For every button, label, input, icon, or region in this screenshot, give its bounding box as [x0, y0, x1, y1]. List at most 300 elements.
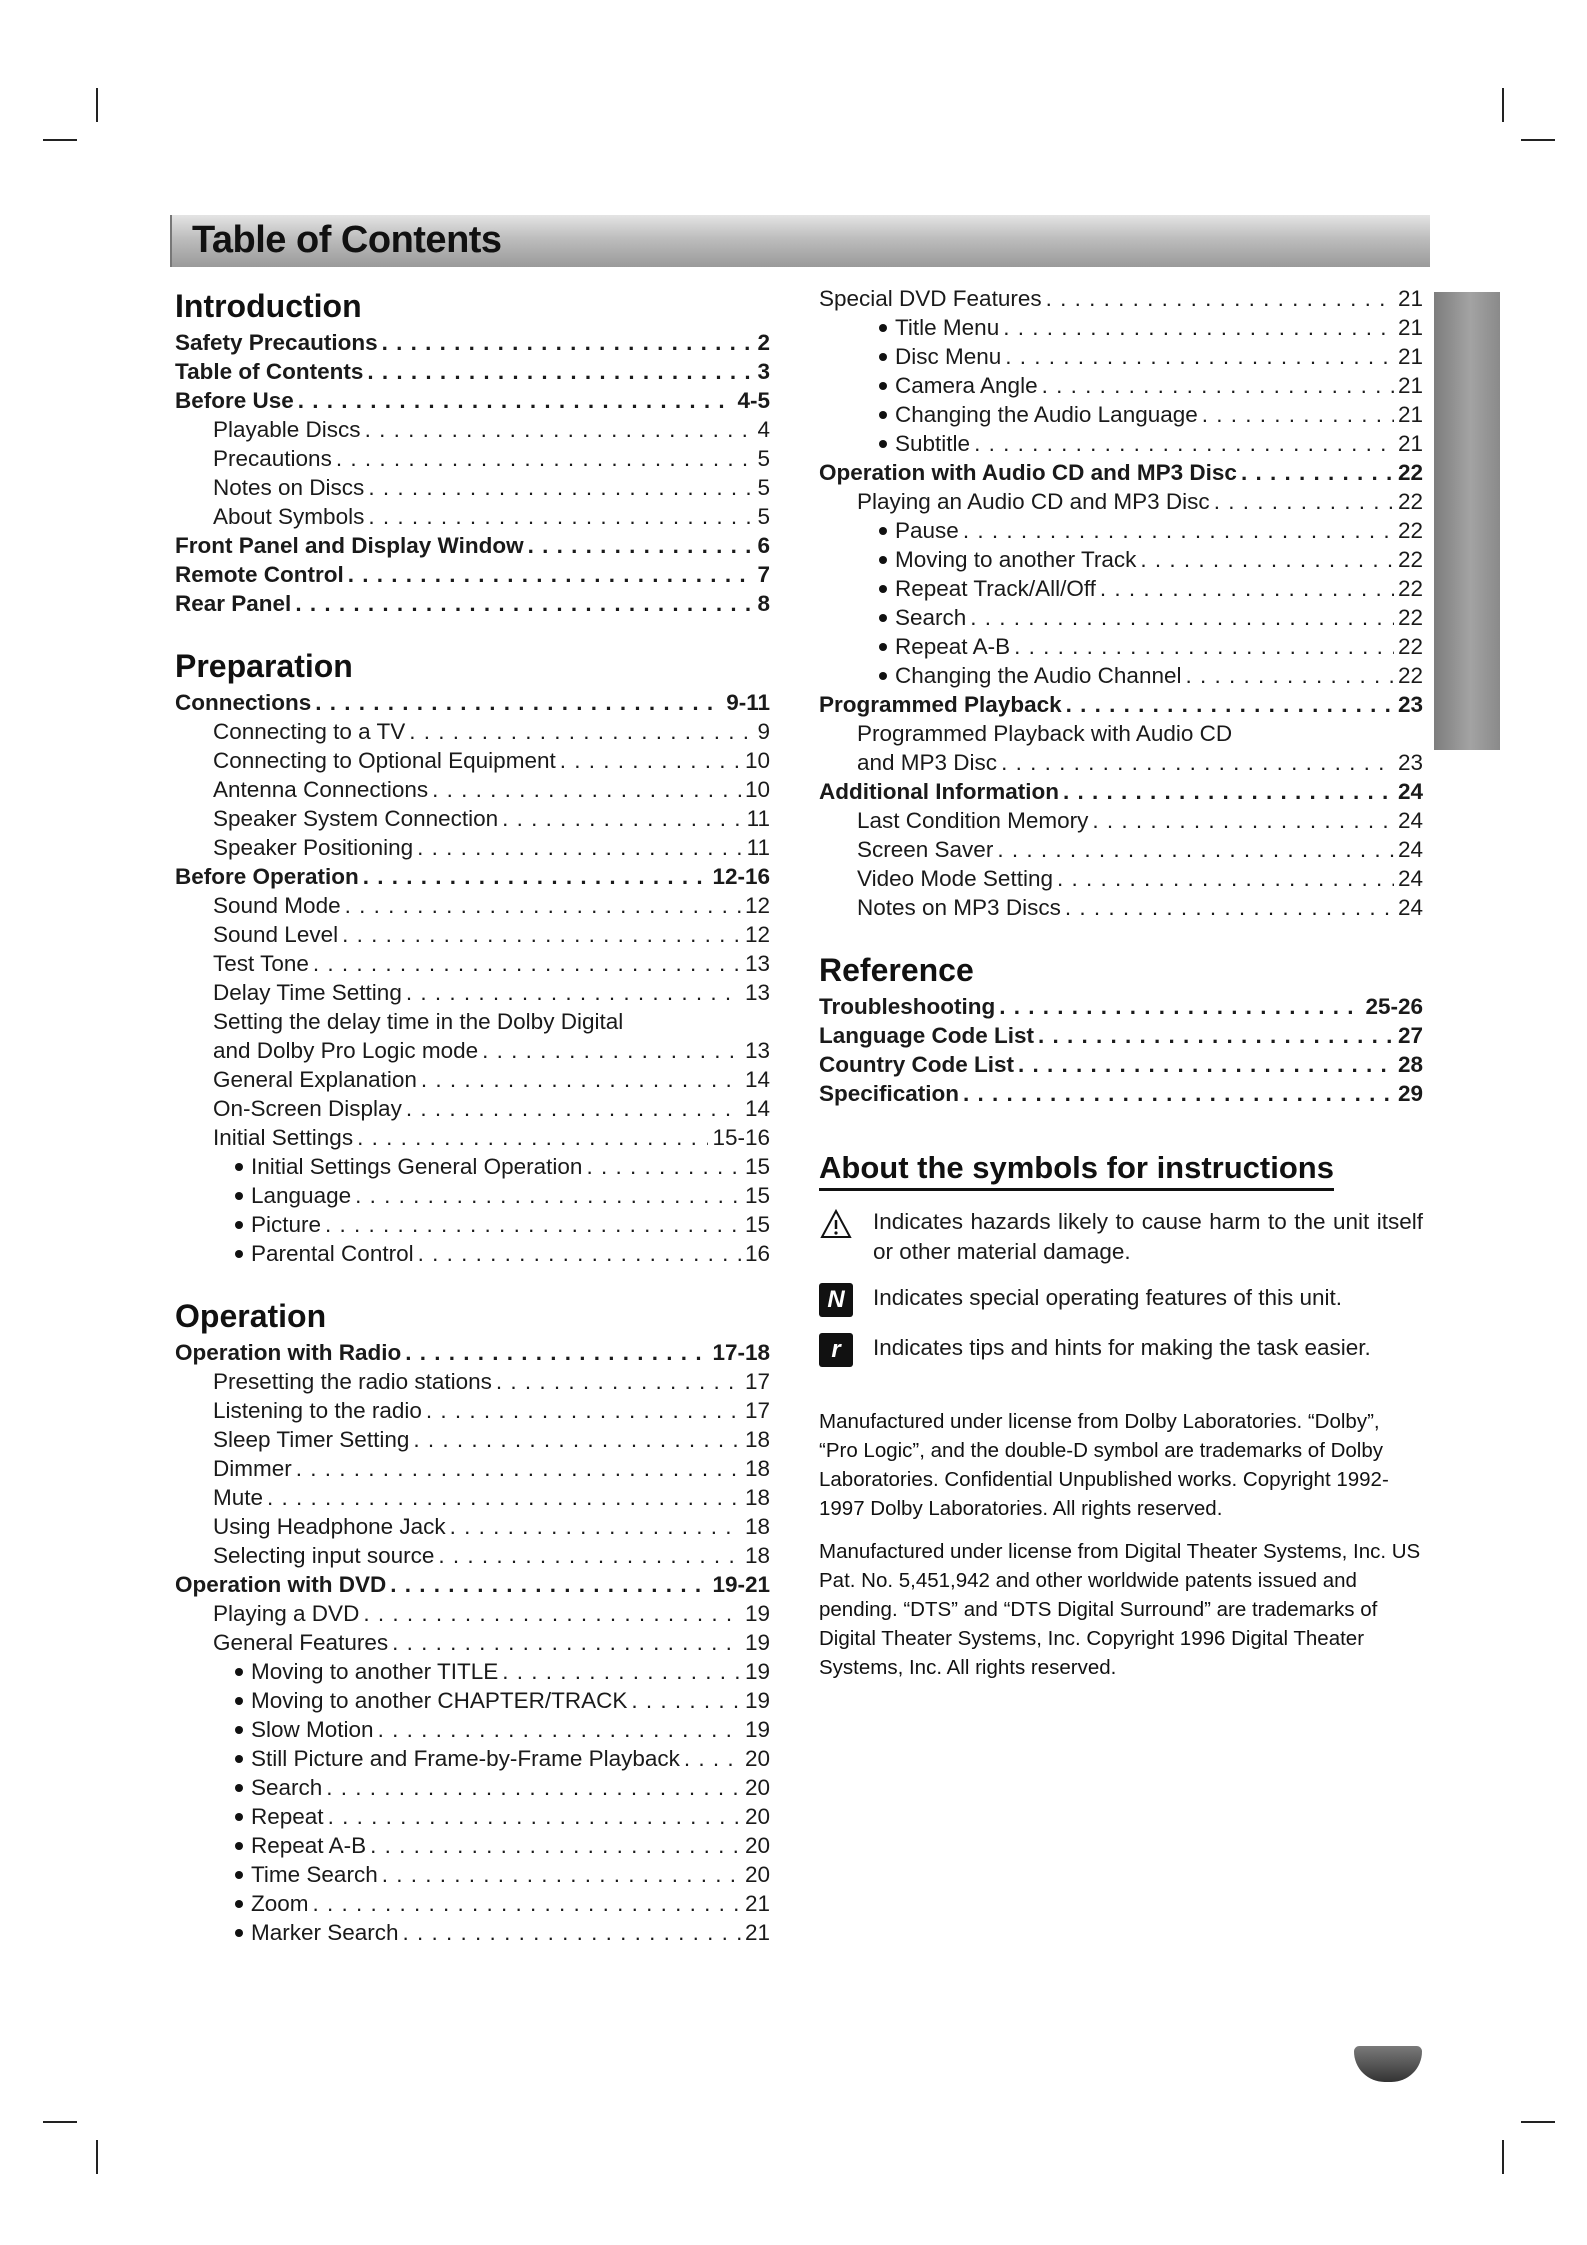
- toc-entry: [175, 1094, 770, 1123]
- toc-entry-page: 28: [1397, 1052, 1423, 1077]
- toc-entry-title: [213, 1425, 409, 1454]
- toc-entry-page: 5: [757, 504, 770, 529]
- toc-entry: [819, 748, 1423, 777]
- toc-entry: [819, 864, 1423, 893]
- toc-entry-title: [175, 560, 344, 589]
- toc-entry: [819, 777, 1423, 806]
- toc-entry-page: 22: [1397, 547, 1423, 572]
- toc-entry-text: Repeat A-B: [251, 1833, 367, 1858]
- dot-leader: [963, 1079, 1394, 1108]
- toc-entry-text: Moving to another TITLE: [251, 1659, 499, 1684]
- toc-entry-title: [879, 371, 1038, 400]
- toc-entry-title: [819, 690, 1062, 719]
- toc-entry: [175, 1744, 770, 1773]
- toc-entry-text: Country Code List: [819, 1052, 1014, 1077]
- toc-entry-page: 21: [1397, 286, 1423, 311]
- toc-entry: [175, 862, 770, 891]
- toc-entry-text: Slow Motion: [251, 1717, 374, 1742]
- dot-leader: [413, 1425, 741, 1454]
- dot-leader: [1185, 661, 1393, 690]
- toc-entry-text: Changing the Audio Channel: [895, 663, 1182, 688]
- toc-entry-page: 29: [1397, 1081, 1423, 1106]
- toc-entry-title: [819, 777, 1059, 806]
- symbol-description: Indicates tips and hints for making the task easier.: [873, 1335, 1371, 1360]
- toc-entry-title: [175, 531, 524, 560]
- dot-leader: [631, 1686, 741, 1715]
- dot-leader: [336, 444, 754, 473]
- dot-leader: [345, 891, 741, 920]
- toc-entry-text: Parental Control: [251, 1241, 414, 1266]
- dot-leader: [1001, 748, 1394, 777]
- toc-entry-page: 14: [744, 1067, 770, 1092]
- dot-leader: [313, 949, 741, 978]
- toc-entry-title: [213, 502, 364, 531]
- toc-entry-title: [213, 1628, 388, 1657]
- toc-entry-text: Search: [895, 605, 967, 630]
- toc-entry-page: 11: [746, 806, 770, 831]
- dot-leader: [560, 746, 741, 775]
- toc-entry-text: Repeat Track/All/Off: [895, 576, 1096, 601]
- toc-entry-text: Moving to another CHAPTER/TRACK: [251, 1688, 628, 1713]
- dot-leader: [482, 1036, 741, 1065]
- dot-leader: [363, 862, 709, 891]
- dot-leader: [1214, 487, 1394, 516]
- title-bar: [170, 215, 1430, 267]
- toc-entry: [819, 1050, 1423, 1079]
- toc-entry-text: Screen Saver: [857, 837, 994, 862]
- toc-entry-title: [175, 1338, 401, 1367]
- toc-entry-page: 21: [1397, 315, 1423, 340]
- toc-entry-title: [819, 1050, 1014, 1079]
- toc-entry-page: 15-16: [712, 1125, 770, 1150]
- dot-leader: [409, 717, 753, 746]
- bullet-icon: [235, 1929, 243, 1937]
- toc-entry-text: and MP3 Disc: [857, 750, 998, 775]
- dot-leader: [403, 1918, 741, 1947]
- toc-entry: [175, 949, 770, 978]
- toc-entry-page: 27: [1397, 1023, 1423, 1048]
- toc-entry-page: 8: [757, 591, 770, 616]
- toc-entry-page: 20: [744, 1746, 770, 1771]
- dot-leader: [450, 1512, 741, 1541]
- right-column: [819, 284, 1423, 1682]
- bullet-icon: [235, 1900, 243, 1908]
- dot-leader: [348, 560, 754, 589]
- warning-triangle-icon: [819, 1207, 853, 1241]
- toc-entry-page: 18: [744, 1485, 770, 1510]
- toc-entry-page: 20: [744, 1804, 770, 1829]
- dot-leader: [421, 1065, 741, 1094]
- toc-entry: [819, 545, 1423, 574]
- toc-entry: [819, 429, 1423, 458]
- dot-leader: [382, 1860, 741, 1889]
- bullet-icon: [235, 1871, 243, 1879]
- toc-entry-page: 17: [744, 1369, 770, 1394]
- toc-entry-text: Front Panel and Display Window: [175, 533, 524, 558]
- toc-entry-page: 6: [757, 533, 770, 558]
- dot-leader: [1038, 1021, 1394, 1050]
- toc-entry-title: [213, 1065, 417, 1094]
- dot-leader: [970, 603, 1394, 632]
- toc-entry-page: 5: [757, 446, 770, 471]
- toc-entry-text: Operation with Radio: [175, 1340, 402, 1365]
- page-number-tab: [1354, 2046, 1422, 2082]
- dot-leader: [370, 1831, 741, 1860]
- dot-leader: [406, 1094, 741, 1123]
- toc-entry: [175, 746, 770, 775]
- toc-entry-title: [213, 746, 556, 775]
- toc-entry: [819, 603, 1423, 632]
- toc-list: [175, 328, 770, 618]
- toc-entry-text: Time Search: [251, 1862, 378, 1887]
- dot-leader: [417, 833, 743, 862]
- toc-entry-page: 18: [744, 1427, 770, 1452]
- toc-entry: [175, 502, 770, 531]
- toc-entry-title: [213, 1454, 292, 1483]
- toc-entry-text: Pause: [895, 518, 959, 543]
- toc-entry: [175, 1831, 770, 1860]
- toc-entry-page: 19: [744, 1688, 770, 1713]
- toc-entry-text: Setting the delay time in the Dolby Digital: [213, 1009, 624, 1034]
- dot-leader: [418, 1239, 741, 1268]
- toc-entry-title: [213, 1007, 623, 1036]
- toc-entry-title: [213, 415, 361, 444]
- bullet-icon: [879, 585, 887, 593]
- toc-entry-page: 10: [744, 777, 770, 802]
- toc-entry-title: [235, 1918, 399, 1947]
- toc-entry-title: [213, 833, 413, 862]
- dot-leader: [342, 920, 741, 949]
- toc-entry-text: Picture: [251, 1212, 322, 1237]
- toc-entry-page: 20: [744, 1833, 770, 1858]
- toc-entry: [819, 313, 1423, 342]
- dot-leader: [496, 1367, 741, 1396]
- toc-entry-text: Specification: [819, 1081, 960, 1106]
- toc-entry: [175, 1657, 770, 1686]
- toc-entry: [175, 775, 770, 804]
- dot-leader: [586, 1152, 741, 1181]
- toc-entry-text: Marker Search: [251, 1920, 399, 1945]
- toc-entry-title: [857, 864, 1053, 893]
- dot-leader: [1046, 284, 1394, 313]
- toc-list: [175, 688, 770, 1268]
- crop-mark: [1502, 2140, 1504, 2174]
- toc-entry: [175, 1123, 770, 1152]
- crop-mark: [96, 88, 98, 122]
- toc-entry: [175, 1628, 770, 1657]
- toc-entry-text: Initial Settings General Operation: [251, 1154, 583, 1179]
- toc-entry-text: Last Condition Memory: [857, 808, 1089, 833]
- toc-entry-title: [235, 1239, 414, 1268]
- bullet-icon: [235, 1697, 243, 1705]
- dts-license-notice: Manufactured under license from Digital Theater Systems, Inc. US Pat. No. 5,451,942 and other worldwide patents issued and pending. “DTS” and “DTS Digital Surround” are trademarks of Digital Theater Systems, Inc. Copyright 1996 Digital Theater Systems, Inc. All rights reserved.: [819, 1540, 1421, 1679]
- toc-entry: [819, 400, 1423, 429]
- toc-entry-text: Selecting input source: [213, 1543, 435, 1568]
- bullet-icon: [879, 556, 887, 564]
- dot-leader: [328, 1802, 741, 1831]
- toc-entry-text: Subtitle: [895, 431, 971, 456]
- toc-entry-page: 9-11: [726, 690, 770, 715]
- toc-entry-title: [879, 661, 1181, 690]
- toc-entry-title: [819, 1021, 1034, 1050]
- bullet-icon: [235, 1192, 243, 1200]
- toc-entry-title: [175, 386, 294, 415]
- toc-entry-title: [879, 574, 1096, 603]
- toc-entry: [819, 342, 1423, 371]
- dot-leader: [378, 1715, 741, 1744]
- section-heading-operation: Operation: [175, 1298, 327, 1334]
- toc-entry-text: Operation with DVD: [175, 1572, 387, 1597]
- toc-entry: [819, 719, 1423, 748]
- toc-entry-text: Antenna Connections: [213, 777, 429, 802]
- toc-entry-text: Test Tone: [213, 951, 309, 976]
- toc-entry-page: 21: [1397, 431, 1423, 456]
- dot-leader: [1014, 632, 1394, 661]
- toc-entry-title: [213, 978, 402, 1007]
- toc-entry-title: [213, 717, 405, 746]
- toc-entry-text: Connecting to a TV: [213, 719, 406, 744]
- toc-entry-text: Rear Panel: [175, 591, 292, 616]
- toc-entry-text: Sound Mode: [213, 893, 341, 918]
- symbol-row: [819, 1283, 1423, 1317]
- toc-entry-title: [235, 1686, 627, 1715]
- toc-entry: [175, 1454, 770, 1483]
- special-feature-icon: [819, 1283, 853, 1317]
- toc-entry-text: Troubleshooting: [819, 994, 996, 1019]
- toc-entry-text: Moving to another Track: [895, 547, 1137, 572]
- toc-entry-page: 19-21: [712, 1572, 770, 1597]
- toc-entry-page: 24: [1397, 866, 1423, 891]
- toc-entry: [819, 661, 1423, 690]
- toc-entry-title: [857, 835, 993, 864]
- toc-entry: [819, 574, 1423, 603]
- toc-entry-text: Before Use: [175, 388, 294, 413]
- toc-entry: [175, 804, 770, 833]
- toc-entry-page: 21: [744, 1920, 770, 1945]
- toc-entry-page: 4-5: [737, 388, 770, 413]
- toc-entry-text: Changing the Audio Language: [895, 402, 1198, 427]
- toc-entry-page: 12-16: [712, 864, 770, 889]
- toc-entry-text: Search: [251, 1775, 323, 1800]
- toc-entry-text: Programmed Playback: [819, 692, 1062, 717]
- toc-entry-text: Listening to the radio: [213, 1398, 422, 1423]
- crop-mark: [1521, 2121, 1555, 2123]
- toc-entry: [175, 1036, 770, 1065]
- toc-entry-text: Speaker System Connection: [213, 806, 499, 831]
- toc-entry-text: Zoom: [251, 1891, 309, 1916]
- toc-entry-page: 22: [1397, 518, 1423, 543]
- dot-leader: [1202, 400, 1394, 429]
- dot-leader: [1042, 371, 1394, 400]
- toc-entry-text: Title Menu: [895, 315, 1000, 340]
- toc-entry-page: 19: [744, 1717, 770, 1742]
- toc-entry-page: 11: [746, 835, 770, 860]
- toc-entry-text: Initial Settings: [213, 1125, 354, 1150]
- dot-leader: [502, 1657, 741, 1686]
- toc-entry-page: 20: [744, 1775, 770, 1800]
- toc-entry-page: 10: [744, 748, 770, 773]
- toc-entry-text: Table of Contents: [175, 359, 364, 384]
- toc-entry: [175, 1396, 770, 1425]
- dot-leader: [405, 1338, 708, 1367]
- dot-leader: [368, 473, 753, 502]
- toc-entry-title: [235, 1802, 324, 1831]
- toc-entry-title: [175, 357, 363, 386]
- toc-entry-page: 21: [1397, 373, 1423, 398]
- symbol-description: Indicates hazards likely to cause harm to the unit itself or other material damage.: [873, 1209, 1423, 1264]
- dot-leader: [974, 429, 1394, 458]
- toc-entry-page: 22: [1397, 576, 1423, 601]
- toc-entry-page: 24: [1397, 895, 1423, 920]
- toc-entry-title: [879, 429, 970, 458]
- crop-mark: [43, 139, 77, 141]
- toc-entry: [175, 473, 770, 502]
- toc-entry-title: [235, 1657, 498, 1686]
- toc-entry-page: 25-26: [1365, 994, 1423, 1019]
- toc-entry-title: [213, 804, 498, 833]
- toc-entry-title: [879, 400, 1198, 429]
- toc-entry: [819, 516, 1423, 545]
- toc-entry-page: 4: [757, 417, 770, 442]
- toc-entry: [175, 1338, 770, 1367]
- dot-leader: [392, 1628, 741, 1657]
- toc-entry-page: 22: [1397, 605, 1423, 630]
- dot-leader: [365, 415, 754, 444]
- bullet-icon: [235, 1784, 243, 1792]
- toc-entry-text: Still Picture and Frame-by-Frame Playback: [251, 1746, 680, 1771]
- toc-entry-page: 15: [744, 1183, 770, 1208]
- dot-leader: [432, 775, 741, 804]
- dot-leader: [1065, 893, 1394, 922]
- toc-entry-text: Speaker Positioning: [213, 835, 414, 860]
- dot-leader: [357, 1123, 708, 1152]
- dot-leader: [368, 502, 753, 531]
- toc-entry-page: 21: [1397, 402, 1423, 427]
- toc-entry-title: [857, 893, 1061, 922]
- dot-leader: [1100, 574, 1394, 603]
- toc-entry: [175, 1918, 770, 1947]
- toc-entry: [175, 1541, 770, 1570]
- dot-leader: [997, 835, 1394, 864]
- toc-entry-page: 23: [1397, 692, 1423, 717]
- toc-entry-text: Language: [251, 1183, 352, 1208]
- dot-leader: [313, 1889, 741, 1918]
- bullet-icon: [235, 1163, 243, 1171]
- toc-entry-title: [213, 444, 332, 473]
- toc-entry: [175, 531, 770, 560]
- toc-entry-title: [819, 458, 1237, 487]
- toc-entry-page: 7: [757, 562, 770, 587]
- toc-entry-title: [879, 516, 959, 545]
- toc-entry-title: [857, 487, 1210, 516]
- toc-entry-page: 24: [1397, 837, 1423, 862]
- toc-entry-page: 5: [757, 475, 770, 500]
- toc-entry: [175, 1367, 770, 1396]
- bullet-icon: [879, 353, 887, 361]
- section-heading-introduction: Introduction: [175, 288, 362, 324]
- toc-entry: [819, 690, 1423, 719]
- dot-leader: [438, 1541, 741, 1570]
- toc-entry-text: Special DVD Features: [819, 286, 1042, 311]
- bullet-icon: [235, 1726, 243, 1734]
- dot-leader: [1063, 777, 1394, 806]
- toc-entry: [175, 1802, 770, 1831]
- bullet-icon: [879, 382, 887, 390]
- toc-entry-page: 15: [744, 1212, 770, 1237]
- side-tab: [1434, 292, 1500, 750]
- toc-entry: [175, 1512, 770, 1541]
- toc-entry: [175, 978, 770, 1007]
- crop-mark: [1502, 88, 1504, 122]
- toc-entry: [819, 1021, 1423, 1050]
- toc-entry-page: 21: [744, 1891, 770, 1916]
- toc-entry-title: [175, 1570, 386, 1599]
- crop-mark: [43, 2121, 77, 2123]
- toc-entry: [175, 444, 770, 473]
- bullet-icon: [879, 440, 887, 448]
- toc-entry-title: [819, 284, 1042, 313]
- toc-entry: [175, 357, 770, 386]
- toc-entry-text: On-Screen Display: [213, 1096, 402, 1121]
- toc-entry-title: [235, 1773, 322, 1802]
- toc-entry-text: General Explanation: [213, 1067, 417, 1092]
- toc-entry-title: [213, 949, 309, 978]
- toc-entry-title: [235, 1715, 374, 1744]
- bullet-icon: [235, 1250, 243, 1258]
- toc-entry: [175, 1483, 770, 1512]
- toc-entry-page: 18: [744, 1543, 770, 1568]
- symbol-description: Indicates special operating features of this unit.: [873, 1285, 1343, 1310]
- toc-entry-page: 16: [744, 1241, 770, 1266]
- toc-entry-text: Programmed Playback with Audio CD: [857, 721, 1233, 746]
- toc-entry-text: Repeat: [251, 1804, 324, 1829]
- toc-entry-text: Presetting the radio stations: [213, 1369, 492, 1394]
- bullet-icon: [235, 1221, 243, 1229]
- dot-leader: [1005, 342, 1394, 371]
- toc-entry: [819, 893, 1423, 922]
- left-column: [175, 284, 770, 1947]
- toc-entry-title: [213, 1094, 402, 1123]
- toc-entry-text: Notes on MP3 Discs: [857, 895, 1061, 920]
- toc-entry-text: Additional Information: [819, 779, 1059, 804]
- toc-entry-title: [213, 1512, 446, 1541]
- toc-entry-page: 15: [744, 1154, 770, 1179]
- toc-entry-text: Language Code List: [819, 1023, 1035, 1048]
- toc-entry-text: Connections: [175, 690, 312, 715]
- toc-entry: [819, 458, 1423, 487]
- toc-entry-page: 12: [744, 893, 770, 918]
- toc-entry: [175, 1570, 770, 1599]
- toc-entry: [819, 371, 1423, 400]
- toc-list: [819, 284, 1423, 922]
- toc-entry-page: 23: [1397, 750, 1423, 775]
- toc-entry-text: Remote Control: [175, 562, 344, 587]
- toc-entry-page: 24: [1397, 808, 1423, 833]
- toc-entry: [175, 1599, 770, 1628]
- toc-entry-title: [819, 1079, 959, 1108]
- toc-entry-title: [879, 545, 1136, 574]
- toc-entry-page: 21: [1397, 344, 1423, 369]
- toc-entry-title: [857, 806, 1088, 835]
- toc-entry-title: [175, 862, 359, 891]
- toc-entry-title: [213, 1367, 492, 1396]
- toc-entry-page: 22: [1397, 489, 1423, 514]
- toc-entry-title: [235, 1860, 378, 1889]
- toc-entry-text: Playing a DVD: [213, 1601, 360, 1626]
- dot-leader: [1057, 864, 1394, 893]
- toc-entry-text: About Symbols: [213, 504, 365, 529]
- toc-entry: [175, 1210, 770, 1239]
